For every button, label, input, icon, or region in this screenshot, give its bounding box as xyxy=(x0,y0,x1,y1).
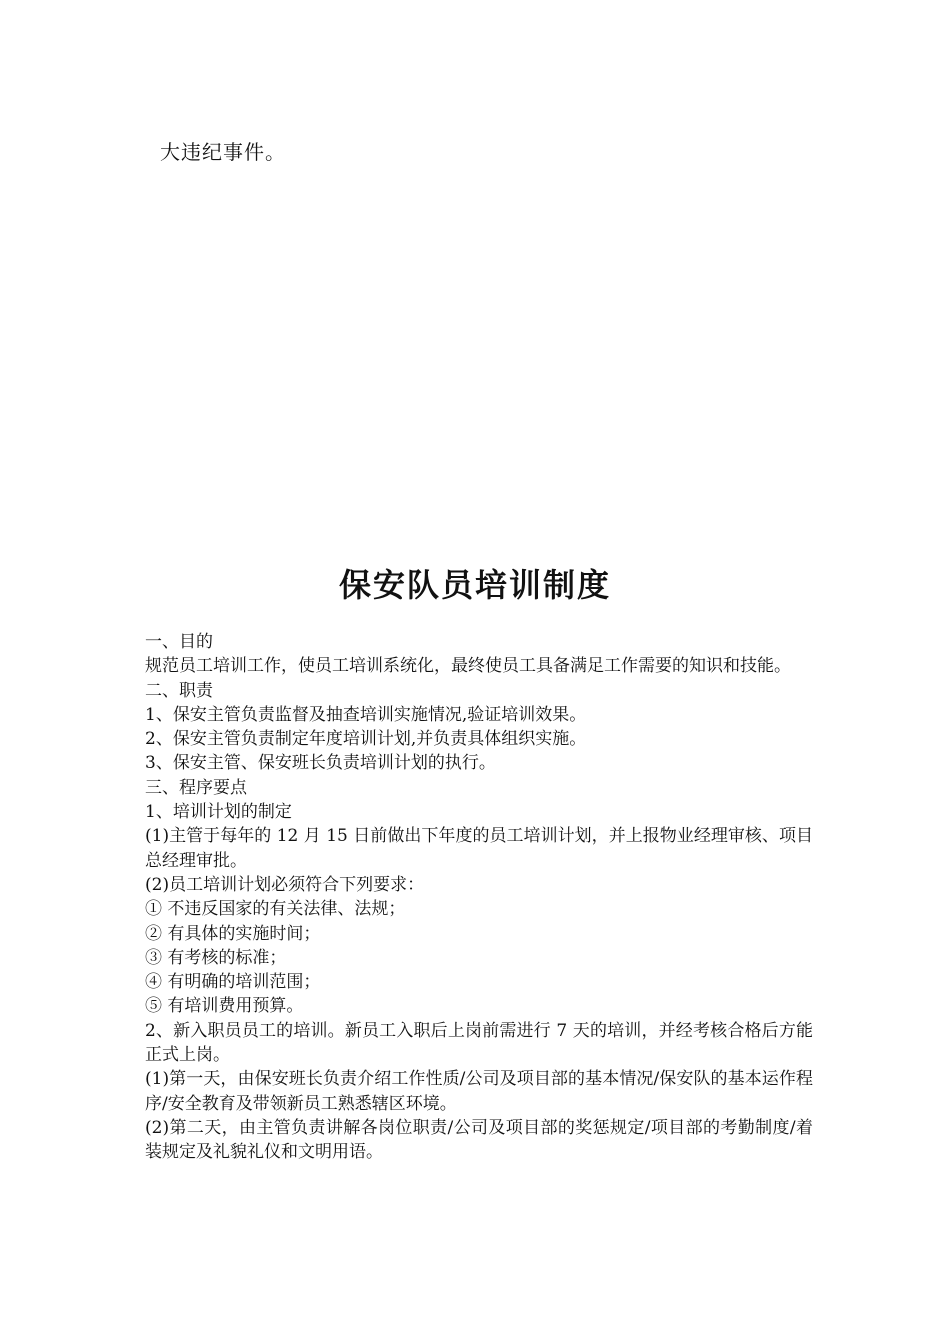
document-title: 保安队员培训制度 xyxy=(338,566,611,604)
paragraph-plan-requirements: (2)员工培训计划必须符合下列要求： xyxy=(145,874,425,895)
paragraph-new-staff-training: 2、新入职员员工的培训。新员工入职后上岗前需进行 7 天的培训，并经考核合格后方能正式上岗。 xyxy=(145,1020,813,1066)
responsibility-item: 2、保安主管负责制定年度培训计划,并负责具体组织实施。 xyxy=(145,729,587,750)
section-heading-procedure: 三、程序要点 xyxy=(145,777,247,798)
section-heading-purpose: 一、目的 xyxy=(145,632,213,652)
continuation-text: 大违纪事件。 xyxy=(160,140,286,164)
responsibility-item: 3、保安主管、保安班长负责培训计划的执行。 xyxy=(145,753,496,774)
document-body xyxy=(145,630,813,1165)
requirement-item: ③ 有考核的标准； xyxy=(145,947,287,968)
requirement-item: ② 有具体的实施时间； xyxy=(145,923,321,944)
paragraph-training-day-one: (1)第一天，由保安班长负责介绍工作性质/公司及项目部的基本情况/保安队的基本运作程序/安全教育及带领新员工熟悉辖区环境。 xyxy=(145,1069,813,1114)
paragraph-training-day-two: (2)第二天，由主管负责讲解各岗位职责/公司及项目部的奖惩规定/项目部的考勤制度/着装规定及礼貌礼仪和文明用语。 xyxy=(145,1117,813,1163)
requirement-item: ① 不违反国家的有关法律、法规； xyxy=(145,899,406,920)
requirement-item: ⑤ 有培训费用预算。 xyxy=(145,996,304,1017)
section-heading-responsibilities: 二、职责 xyxy=(145,680,213,701)
paragraph-purpose: 规范员工培训工作，使员工培训系统化，最终使员工具备满足工作需要的知识和技能。 xyxy=(145,656,791,677)
requirement-item: ④ 有明确的培训范围； xyxy=(145,972,321,993)
paragraph-plan-deadline: (1)主管于每年的 12 月 15 日前做出下年度的员工培训计划，并上报物业经理审核、项目总经理审批。 xyxy=(145,826,813,871)
responsibility-item: 1、保安主管负责监督及抽查培训实施情况,验证培训效果。 xyxy=(145,704,587,725)
subsection-heading-plan: 1、培训计划的制定 xyxy=(145,802,292,823)
